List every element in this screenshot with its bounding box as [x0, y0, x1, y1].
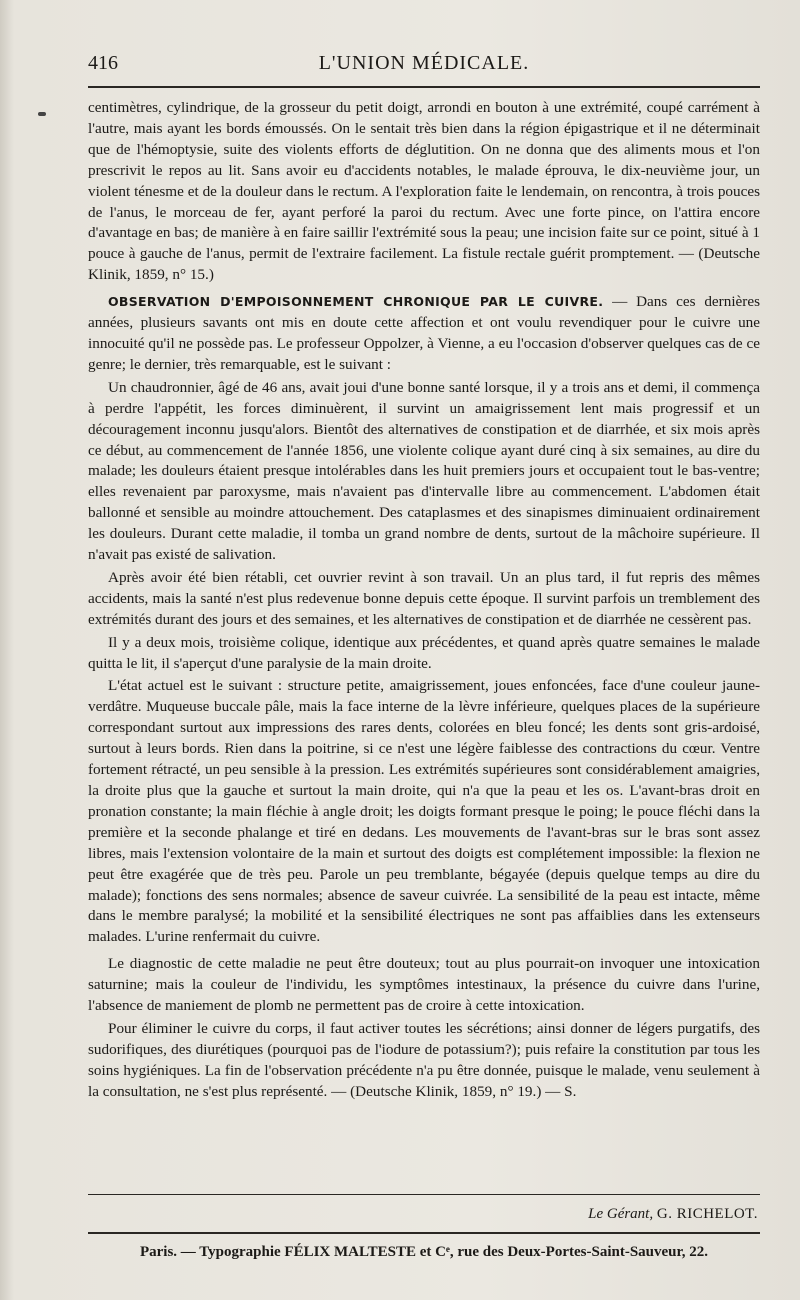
paragraph-relapse: Après avoir été bien rétabli, cet ouvrier revint à son travail. Un an plus tard, il fut repris des mêmes accidents, mais la santé n'est plus redevenue bonne depuis cette époque. Il survint parfois un tremblement des extrémités durant des jours et des semaines, et les alternatives de constipation et de diarrhée ne cessèrent pas. — [88, 568, 760, 628]
page-header — [88, 50, 760, 86]
paragraph-case-history: Un chaudronnier, âgé de 46 ans, avait joui d'une bonne santé lorsque, il y a trois ans et demi, il commença à perdre l'appétit, les forces diminuèrent, il survint un amaigrissement lent mais progressif et un découragement inconnu jusqu'alors. Bientôt des alternatives de constipation et de diarrhée, et six mois après ce début, au commencement de l'année 1856, une violente colique ayant duré cinq à six semaines, au dire du malade; les douleurs étaient presque intolérables dans les huit premiers jours et occupaient tout le bas-ventre; elles revenaient par paroxysme, mais n'avaient pas d'intervalle libre au commencement. L'abdomen était ballonné et sensible au moindre attouchement. Des cataplasmes et des sinapismes diminuaient ordinairement les douleurs. Durant cette maladie, il tomba un grand nombre de dents, surtout de la mâchoire supérieure. Il n'avait pas existé de salivation. — [88, 378, 760, 564]
footer-rule-bottom — [88, 1232, 760, 1234]
ink-spot — [38, 112, 46, 116]
paragraph-continuation: centimètres, cylindrique, de la grosseur du petit doigt, arrondi en bouton à une extrémité, coupé carrément à l'autre, mais ayant les bords émoussés. On le sentait très bien dans la région épigastrique et il ne déterminait que de l'hémoptysie, suite des violents efforts de déglutition. On ne donna que des aliments mous et l'on prescrivit le repos au lit. Sans avoir eu d'accidents notables, le malade éprouva, le dix-neuvième jour, un violent ténesme et de la douleur dans le rectum. A l'exploration faite le lendemain, on rencontra, à trois pouces de l'anus, le morceau de fer, ayant perforé la paroi du rectum. Avec une forte pince, on l'attira encore d'avantage en bas; de manière à en faire saillir l'extrémité sous la peau; une incision faite sur ce point, situé à 1 pouce à gauche de l'anus, permit de l'extraire facilement. La fistule rectale guérit promptement. — (Deutsche Klinik, 1859, n° 15.) — [88, 99, 760, 284]
observation-intro-text: — Dans ces dernières années, plusieurs savants ont mis en doute cette affection et ont voulu revendiquer pour le cuivre une innocuité qu'il ne possède pas. Le professeur Oppolzer, à Vienne, a eu l'occasion d'observer quelques cas de ce genre; le dernier, très remarquable, est le suivant : — [88, 293, 760, 373]
journal-title: L'UNION MÉDICALE. — [318, 52, 530, 74]
printer-imprint: Paris. — Typographie FÉLIX MALTESTE et Cᵉ, rue des Deux-Portes-Saint-Sauveur, 22. — [139, 1244, 709, 1260]
footer-rule-top — [88, 1194, 760, 1195]
gerant-signature — [588, 1206, 758, 1223]
paragraph-treatment: Pour éliminer le cuivre du corps, il faut activer toutes les sécrétions; ainsi donner de légers purgatifs, des sudorifiques, des diurétiques (pourquoi pas de l'iodure de potassium?); puis refaire la constitution par tous les soins hygiéniques. La fin de l'observation précédente n'a pu être donnée, puisque le malade, venu seulement à la consultation, ne s'est plus représenté. — (Deutsche Klinik, 1859, n° 19.) — S. — [88, 1019, 760, 1100]
observation-title: OBSERVATION D'EMPOISONNEMENT CHRONIQUE PAR LE CUIVRE. — [108, 294, 604, 310]
gerant-name: G. RICHELOT. — [656, 1206, 758, 1222]
gerant-label: Le Gérant, — [588, 1206, 654, 1222]
header-rule — [88, 86, 760, 88]
paragraph-diagnosis: Le diagnostic de cette maladie ne peut être douteux; tout au plus pourrait-on invoquer une intoxication saturnine; mais la couleur de l'individu, les symptômes intestinaux, la présence du cuivre dans l'urine, l'absence de maniement de plomb ne permettent pas de croire à cette intoxication. — [88, 955, 760, 1015]
paragraph-third-colic: Il y a deux mois, troisième colique, identique aux précédentes, et quand après quatre semaines le malade quitta le lit, il s'aperçut d'une paralysie de la main droite. — [88, 633, 760, 672]
article-body — [88, 98, 760, 1105]
paragraph-current-state: L'état actuel est le suivant : structure petite, amaigrissement, joues enfoncées, face d'une couleur jaune-verdâtre. Muqueuse buccale pâle, mais la face interne de la lèvre inférieure, quelques places de la supérieure correspondant surtout aux impressions des rares dents, colorées en bleu foncé; les dents sont gris-ardoisé, surtout à leurs bords. Rien dans la poitrine, si ce n'est une légère faiblesse des contractions du cœur. Ventre fortement rétracté, un peu sensible à la pression. Les extrémités supérieures sont considérablement amaigries, la droite plus que la gauche et surtout la main droite, qui n'a que la peau et les os. L'avant-bras droit en pronation constante; la main fléchie à angle droit; les doigts formant presque le poing; le pouce fléchi dans la première et la seconde phalange et tiré en dedans. Les mouvements de l'avant-bras sur le bras sont assez libres, mais l'extension volontaire de la main et surtout des doigts est complétement impossible: la flexion ne peut être exagérée que de très peu. Parole un peu tremblante, bégayée (depuis quelque temps au dire du malade); fonctions des sens normales; absence de saveur cuivrée. La sensibilité de la peau est intacte, même dans le membre paralysé; la mobilité et la sensibilité électriques ne sont pas affaiblies dans les extenseurs malades. L'urine renfermait du cuivre. — [88, 677, 760, 946]
paragraph-observation-intro — [88, 292, 760, 376]
page-number: 416 — [88, 52, 118, 74]
